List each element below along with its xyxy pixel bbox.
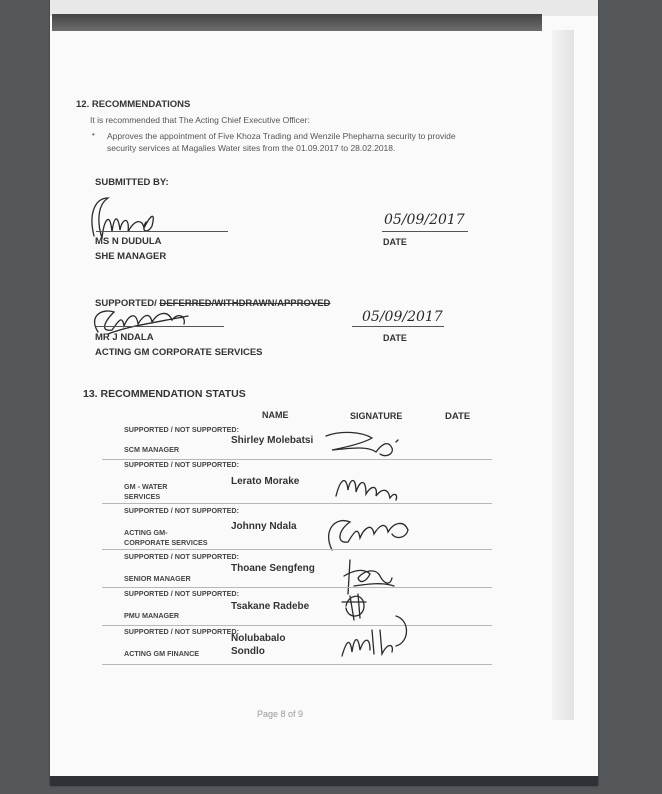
supported-name: MR J NDALA (95, 332, 154, 343)
row-2-signature (332, 470, 402, 506)
row-3-status: SUPPORTED / NOT SUPPORTED: (124, 506, 240, 515)
supported-date-line (352, 326, 444, 327)
row-3-divider (102, 549, 492, 550)
row-1-status: SUPPORTED / NOT SUPPORTED: (124, 425, 240, 434)
row-2-name: Lerato Morake (231, 476, 300, 487)
row-6-role: ACTING GM FINANCE (124, 649, 200, 658)
section-13-heading: 13. RECOMMENDATION STATUS (83, 388, 246, 400)
supported-signature-line (96, 326, 224, 327)
submitted-by-heading: SUBMITTED BY: (95, 177, 169, 188)
row-5-divider (102, 625, 492, 626)
row-1-role: SCM MANAGER (124, 445, 180, 454)
column-header-name: NAME (262, 410, 289, 420)
submitted-name: MS N DUDULA (95, 236, 162, 247)
supported-title: ACTING GM CORPORATE SERVICES (95, 347, 263, 358)
row-2-status: SUPPORTED / NOT SUPPORTED: (124, 460, 240, 469)
row-2-divider (102, 503, 492, 504)
section-12-heading: 12. RECOMMENDATIONS (76, 99, 191, 110)
supported-date-label: DATE (383, 333, 407, 343)
struck-options: DEFERRED/WITHDRAWN/APPROVED (159, 298, 331, 309)
page-number: Page 8 of 9 (257, 709, 304, 719)
row-5-status: SUPPORTED / NOT SUPPORTED: (124, 589, 240, 598)
row-6-divider (102, 664, 492, 665)
document-page (50, 0, 598, 786)
recommendation-line-1: Approves the appointment of Five Khoza Trading and Wenzile Phepharna security to provide (107, 131, 456, 141)
row-6-name: Nolubabalo Sondlo (231, 633, 286, 657)
section-12-intro: It is recommended that The Acting Chief Executive Officer: (90, 115, 310, 125)
recommendation-line-2: security services at Magalies Water sites from the 01.09.2017 to 28.02.2018. (107, 143, 396, 153)
row-4-name: Thoane Sengfeng (231, 563, 315, 574)
submitted-date-line (382, 231, 468, 232)
submitted-signature-line (96, 231, 228, 232)
submitted-date-value: 05/09/2017 (384, 212, 465, 228)
column-header-signature: SIGNATURE (350, 411, 403, 421)
scan-bottom-shadow (50, 776, 598, 786)
scan-right-shade (552, 30, 574, 720)
row-3-role: ACTING GM-CORPORATE SERVICES (124, 528, 208, 547)
submitted-title: SHE MANAGER (95, 251, 167, 262)
scan-top-shadow (52, 14, 542, 31)
row-1-name: Shirley Molebatsi (231, 435, 314, 446)
row-5-role: PMU MANAGER (124, 611, 180, 620)
row-4-status: SUPPORTED / NOT SUPPORTED: (124, 552, 240, 561)
row-4-divider (102, 587, 492, 588)
bullet-icon: • (92, 130, 95, 139)
row-6-status: SUPPORTED / NOT SUPPORTED: (124, 627, 240, 636)
row-2-role: GM - WATER SERVICES (124, 482, 168, 501)
supported-date-value: 05/09/2017 (362, 309, 443, 325)
row-3-name: Johnny Ndala (231, 521, 297, 532)
row-6-signature (336, 606, 416, 662)
submitted-date-label: DATE (383, 237, 407, 247)
supported-word: SUPPORTED/ (95, 298, 160, 309)
column-header-date: DATE (445, 411, 471, 422)
row-4-role: SENIOR MANAGER (124, 574, 191, 583)
row-5-name: Tsakane Radebe (231, 601, 310, 612)
